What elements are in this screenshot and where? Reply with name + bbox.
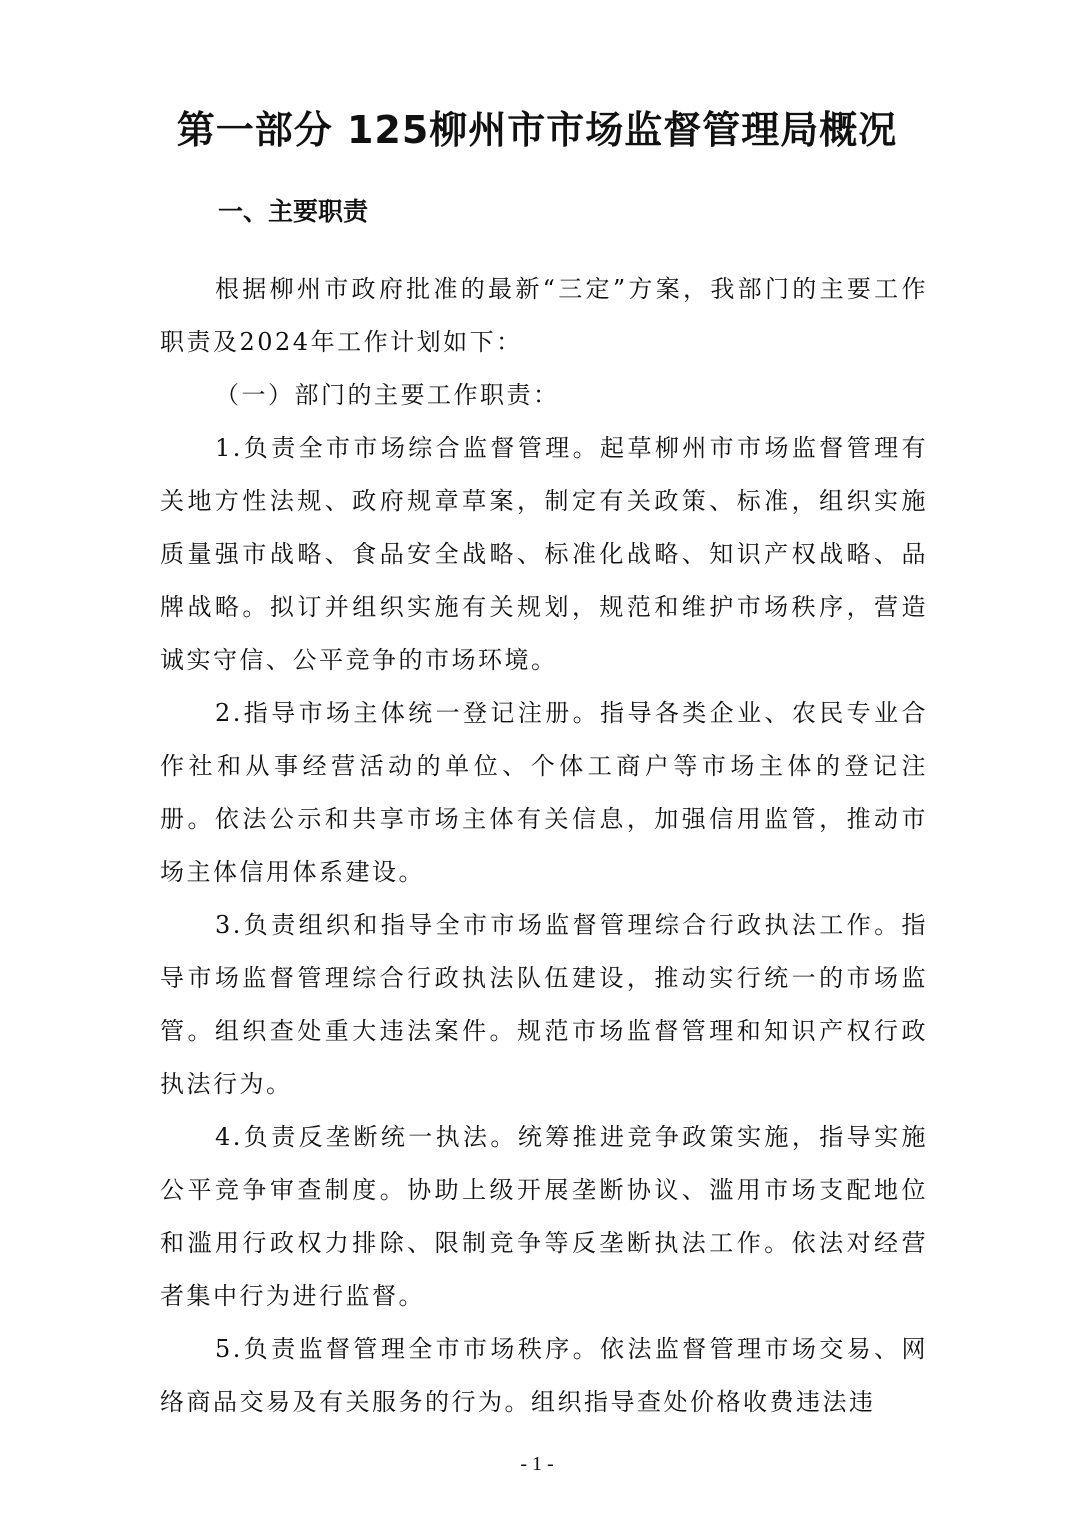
duty-paragraph-1: 1.负责全市市场综合监督管理。起草柳州市市场监督管理有关地方性法规、政府规章草案，制定有关政策、标准，组织实施质量强市战略、食品安全战略、标准化战略、知识产权战略、品牌战略。拟订并组织实施有关规划，规范和维护市场秩序，营造诚实守信、公平竞争的市场环境。 <box>160 434 928 674</box>
duty-paragraph-2: 2.指导市场主体统一登记注册。指导各类企业、农民专业合作社和从事经营活动的单位、个体工商户等市场主体的登记注册。依法公示和共享市场主体有关信息，加强信用监管，推动市场主体信用体系建设。 <box>160 699 928 886</box>
document-body <box>160 263 928 1429</box>
subheading-paragraph: （一）部门的主要工作职责： <box>215 381 560 409</box>
document-title: 第一部分 125柳州市市场监督管理局概况 <box>176 108 898 152</box>
intro-paragraph: 根据柳州市政府批准的最新“三定”方案，我部门的主要工作职责及2024年工作计划如下： <box>160 275 928 356</box>
section-heading-main-duties: 一、主要职责 <box>218 197 369 226</box>
duty-paragraph-4: 4.负责反垄断统一执法。统筹推进竞争政策实施，指导实施公平竞争审查制度。协助上级开展垄断协议、滥用市场支配地位和滥用行政权力排除、限制竞争等反垄断执法工作。依法对经营者集中行为进行监督。 <box>160 1123 928 1310</box>
duty-paragraph-3: 3.负责组织和指导全市市场监督管理综合行政执法工作。指导市场监督管理综合行政执法队伍建设，推动实行统一的市场监管。组织查处重大违法案件。规范市场监督管理和知识产权行政执法行为。 <box>160 911 928 1098</box>
page-number: - 1 - <box>520 1453 554 1475</box>
duty-paragraph-5: 5.负责监督管理全市市场秩序。依法监督管理市场交易、网络商品交易及有关服务的行为。组织指导查处价格收费违法违 <box>160 1335 928 1416</box>
